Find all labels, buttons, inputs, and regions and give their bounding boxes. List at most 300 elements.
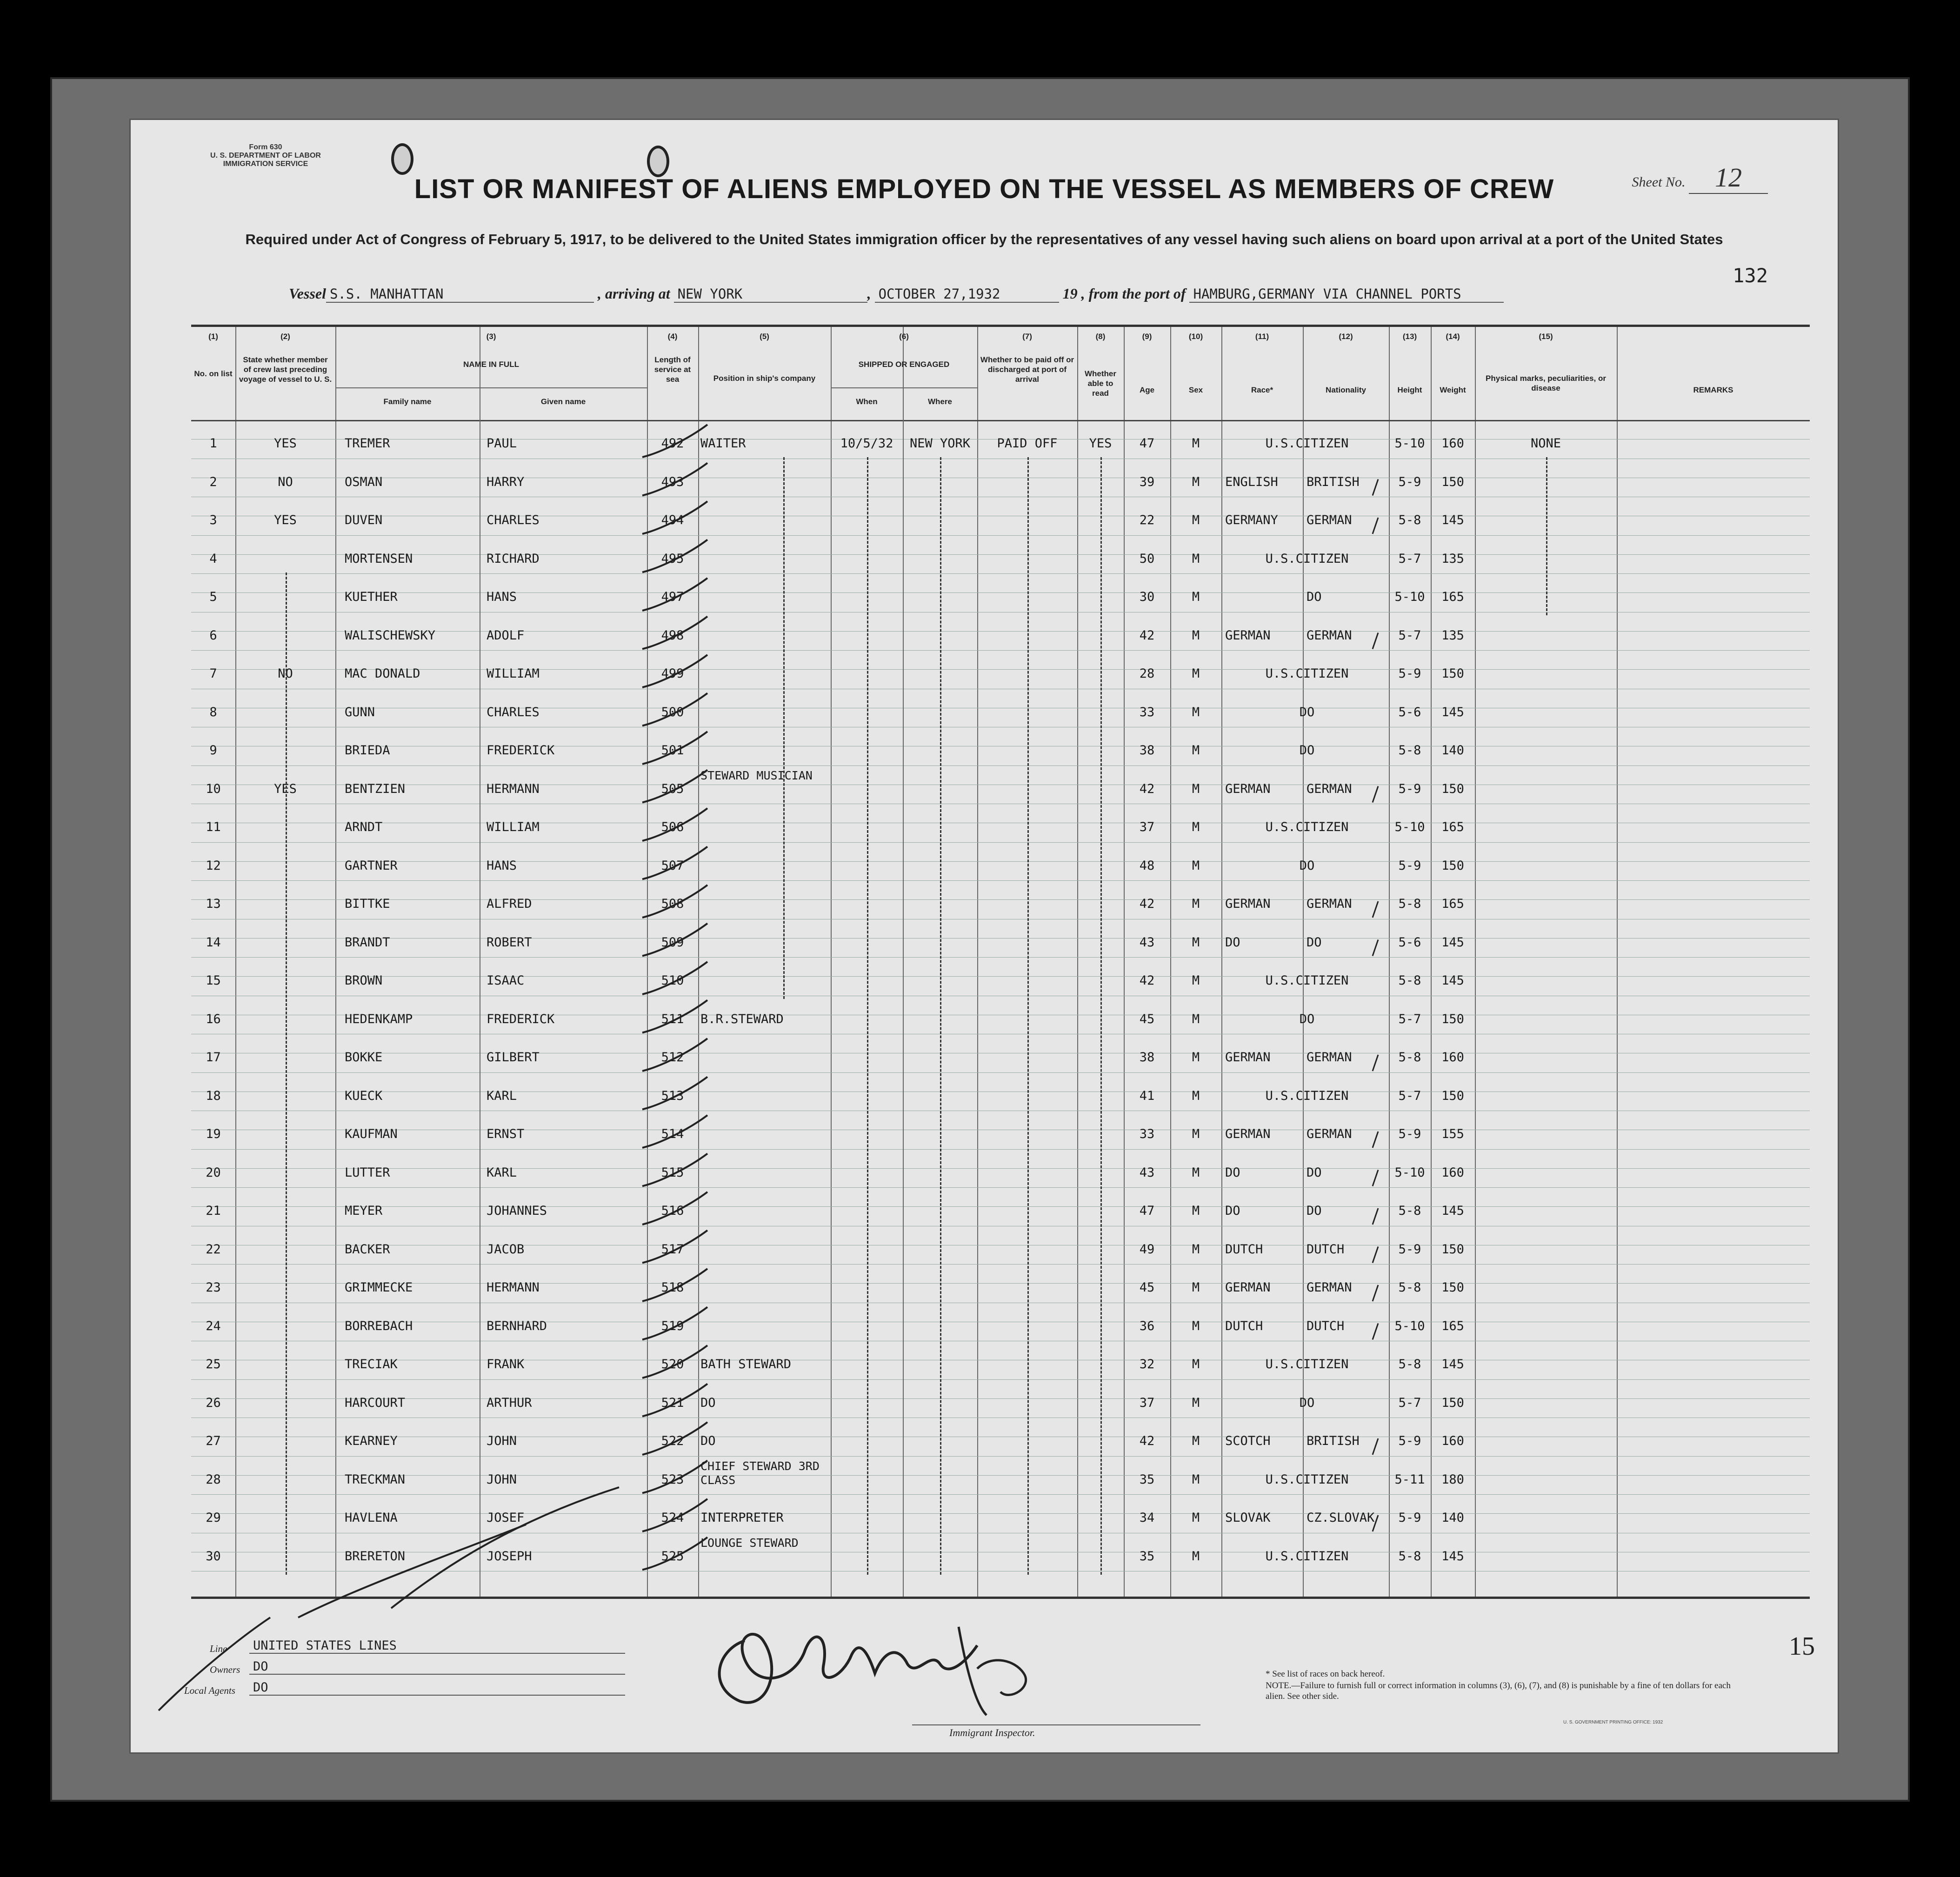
cell-length: 501 (661, 743, 684, 758)
cell-weight: 150 (1441, 666, 1464, 681)
cell-race: DO (1299, 743, 1315, 758)
cell-length: 523 (661, 1472, 684, 1487)
column-header: REMARKS (1693, 386, 1733, 394)
agents-label: Local Agents (184, 1685, 235, 1696)
check-mark (642, 1384, 707, 1417)
cell-position: CHIEF STEWARD 3RD CLASS (700, 1459, 820, 1487)
cell-given: GILBERT (487, 1050, 540, 1065)
cell-race: GERMANY (1225, 513, 1278, 527)
arrival-date: OCTOBER 27,1932 (875, 286, 1059, 303)
cell-member: YES (274, 513, 297, 527)
sheet-number-value: 12 (1689, 162, 1768, 194)
column-number: (2) (280, 332, 290, 341)
cell-no: 4 (209, 551, 217, 566)
cell-given: HANS (487, 590, 517, 604)
cell-height: 5-8 (1398, 1357, 1421, 1371)
check-mark (642, 1538, 707, 1570)
column-number: (4) (667, 332, 678, 341)
cell-given: JACOB (487, 1242, 525, 1257)
cell-height: 5-9 (1398, 781, 1421, 796)
cell-height: 5-8 (1398, 1204, 1421, 1218)
cell-age: 42 (1139, 781, 1155, 796)
owners-value: DO (249, 1659, 625, 1675)
cell-weight: 145 (1441, 935, 1464, 950)
check-mark (642, 1077, 707, 1110)
nationality-check (1373, 1132, 1378, 1148)
column-header: Whether to be paid off or discharged at port of arrival (980, 355, 1074, 384)
column-number: (13) (1402, 332, 1417, 341)
check-mark (642, 501, 707, 534)
cell-read: YES (1089, 436, 1112, 451)
cell-family: DUVEN (345, 513, 383, 527)
cell-age: 49 (1139, 1242, 1155, 1257)
cell-given: FRANK (487, 1357, 525, 1371)
check-mark (642, 693, 707, 726)
cell-family: KAUFMAN (345, 1127, 398, 1141)
cell-sex: M (1192, 1242, 1200, 1257)
cell-sex: M (1192, 1511, 1200, 1525)
check-mark (642, 1461, 707, 1493)
cell-family: OSMAN (345, 474, 383, 489)
cell-height: 5-11 (1394, 1472, 1425, 1487)
column-number: (10) (1188, 332, 1203, 341)
cell-length: 512 (661, 1050, 684, 1065)
cell-position: LOUNGE STEWARD (700, 1536, 799, 1550)
cell-no: 1 (209, 436, 217, 451)
punch-hole (391, 143, 413, 175)
department-name: U. S. DEPARTMENT OF LABOR (210, 152, 321, 160)
cell-length: 520 (661, 1357, 684, 1371)
cell-no: 23 (206, 1280, 221, 1295)
column-number: (7) (1022, 332, 1032, 341)
cell-weight: 165 (1441, 897, 1464, 911)
cell-no: 29 (206, 1511, 221, 1525)
cell-given: JOHANNES (487, 1204, 547, 1218)
cell-family: GUNN (345, 705, 375, 719)
cell-no: 9 (209, 743, 217, 758)
check-mark (642, 732, 707, 764)
column-number: (12) (1339, 332, 1353, 341)
cell-nationality: DUTCH (1307, 1242, 1345, 1257)
cell-sex: M (1192, 666, 1200, 681)
cell-age: 42 (1139, 897, 1155, 911)
cell-race: GERMAN (1225, 781, 1271, 796)
nationality-check (1373, 1208, 1378, 1225)
cell-member: YES (274, 781, 297, 796)
inspector-label: Immigrant Inspector. (949, 1727, 1035, 1738)
cell-weight: 150 (1441, 1088, 1464, 1103)
cell-age: 35 (1139, 1549, 1155, 1564)
nationality-check (1373, 1515, 1378, 1531)
check-mark (642, 885, 707, 918)
cell-given: ALFRED (487, 897, 532, 911)
cell-sex: M (1192, 474, 1200, 489)
cell-sex: M (1192, 897, 1200, 911)
cell-weight: 155 (1441, 1127, 1464, 1141)
nationality-check (1373, 940, 1378, 956)
cell-height: 5-9 (1398, 1511, 1421, 1525)
cell-no: 26 (206, 1395, 221, 1410)
cell-length: 508 (661, 897, 684, 911)
cell-family: BACKER (345, 1242, 390, 1257)
cell-height: 5-8 (1398, 973, 1421, 988)
cell-age: 47 (1139, 1204, 1155, 1218)
cell-race: ENGLISH (1225, 474, 1278, 489)
cell-position: INTERPRETER (700, 1511, 784, 1525)
cell-height: 5-8 (1398, 513, 1421, 527)
service-name: IMMIGRATION SERVICE (223, 160, 308, 168)
cell-family: HAVLENA (345, 1511, 398, 1525)
cell-nationality: GERMAN (1307, 513, 1352, 527)
cell-age: 41 (1139, 1088, 1155, 1103)
check-mark (642, 655, 707, 687)
check-mark (642, 617, 707, 649)
cell-family: BITTKE (345, 897, 390, 911)
cell-height: 5-10 (1394, 820, 1425, 834)
cell-position: STEWARD MUSICIAN (700, 768, 813, 782)
cell-length: 515 (661, 1165, 684, 1180)
cell-given: KARL (487, 1165, 517, 1180)
column-number: (9) (1142, 332, 1152, 341)
cell-family: MORTENSEN (345, 551, 413, 566)
cell-height: 5-9 (1398, 1242, 1421, 1257)
cell-sex: M (1192, 1204, 1200, 1218)
cell-race: GERMAN (1225, 628, 1271, 643)
cell-age: 33 (1139, 705, 1155, 719)
nationality-check (1373, 1247, 1378, 1263)
cell-no: 27 (206, 1434, 221, 1448)
cell-age: 35 (1139, 1472, 1155, 1487)
cell-age: 42 (1139, 1434, 1155, 1448)
cell-sex: M (1192, 1165, 1200, 1180)
from-label: , from the port of (1081, 285, 1186, 302)
cell-family: BENTZIEN (345, 781, 406, 796)
margin-number: 15 (1789, 1632, 1815, 1661)
cell-weight: 145 (1441, 705, 1464, 719)
shipping-line: UNITED STATES LINES (249, 1638, 625, 1654)
printer-imprint: U. S. GOVERNMENT PRINTING OFFICE: 1932 (1563, 1720, 1663, 1725)
cell-height: 5-9 (1398, 666, 1421, 681)
cell-no: 11 (206, 820, 221, 834)
cell-height: 5-10 (1394, 436, 1425, 451)
cell-given: WILLIAM (487, 820, 540, 834)
cell-member: NO (278, 474, 293, 489)
cell-family: HEDENKAMP (345, 1012, 413, 1026)
cell-given: HARRY (487, 474, 525, 489)
cell-age: 43 (1139, 1165, 1155, 1180)
cell-sex: M (1192, 1012, 1200, 1026)
cell-height: 5-8 (1398, 897, 1421, 911)
cell-age: 22 (1139, 513, 1155, 527)
cell-family: HARCOURT (345, 1395, 406, 1410)
sheet-number-label: Sheet No. (1632, 174, 1686, 190)
cell-race: DO (1225, 1165, 1240, 1180)
nationality-check (1373, 786, 1378, 803)
check-mark (642, 1269, 707, 1301)
line-label: Line (210, 1643, 227, 1654)
cell-length: 498 (661, 628, 684, 643)
cell-length: 511 (661, 1012, 684, 1026)
column-header: Race* (1251, 386, 1273, 394)
cell-given: HERMANN (487, 781, 540, 796)
cell-sex: M (1192, 1127, 1200, 1141)
cell-weight: 160 (1441, 1050, 1464, 1065)
cell-race: DO (1299, 705, 1315, 719)
nationality-check (1373, 1324, 1378, 1340)
cell-length: 493 (661, 474, 684, 489)
cell-race: GERMAN (1225, 1127, 1271, 1141)
cell-no: 24 (206, 1318, 221, 1333)
row-check-marks (191, 327, 1810, 1597)
column-number: (5) (760, 332, 769, 341)
cell-race: U.S.CITIZEN (1265, 666, 1349, 681)
cell-weight: 145 (1441, 1549, 1464, 1564)
manifest-subtitle: Required under Act of Congress of February 5, 1917, to be delivered to the United States immigration officer by the representatives of any vessel having such aliens on board upon arrival at a port of the United States (245, 231, 1723, 247)
cell-sex: M (1192, 1050, 1200, 1065)
cell-age: 48 (1139, 858, 1155, 873)
column-number: (14) (1446, 332, 1460, 341)
check-mark (642, 1231, 707, 1263)
cell-no: 20 (206, 1165, 221, 1180)
check-mark (642, 808, 707, 841)
column-header: Age (1139, 386, 1155, 394)
cell-where: NEW YORK (909, 436, 971, 451)
check-mark (642, 1345, 707, 1378)
cell-age: 37 (1139, 820, 1155, 834)
cell-given: JOHN (487, 1434, 517, 1448)
cell-age: 45 (1139, 1280, 1155, 1295)
cell-marks: NONE (1530, 436, 1561, 451)
check-mark (642, 1154, 707, 1186)
column-number: (3) (486, 332, 496, 341)
cell-weight: 150 (1441, 1242, 1464, 1257)
cell-nationality: DUTCH (1307, 1318, 1345, 1333)
cell-position: B.R.STEWARD (700, 1012, 784, 1026)
cell-age: 45 (1139, 1012, 1155, 1026)
cell-race: U.S.CITIZEN (1265, 1472, 1349, 1487)
nationality-check (1373, 1055, 1378, 1071)
cell-race: U.S.CITIZEN (1265, 1088, 1349, 1103)
cell-age: 33 (1139, 1127, 1155, 1141)
column-number: (11) (1255, 332, 1269, 341)
cell-no: 17 (206, 1050, 221, 1065)
cell-sex: M (1192, 820, 1200, 834)
cell-family: BRERETON (345, 1549, 406, 1564)
cell-weight: 180 (1441, 1472, 1464, 1487)
cell-given: BERNHARD (487, 1318, 547, 1333)
cell-age: 50 (1139, 551, 1155, 566)
cell-race: DO (1299, 858, 1315, 873)
voyage-line: Vessel S.S. MANHATTAN , arriving at NEW YORK , OCTOBER 27,1932 19 , from the port of HAMBURG,GERMANY VIA CHANNEL PORTS (289, 285, 1504, 303)
cell-sex: M (1192, 935, 1200, 950)
cell-no: 28 (206, 1472, 221, 1487)
cell-height: 5-8 (1398, 1280, 1421, 1295)
cell-given: CHARLES (487, 513, 540, 527)
cell-race: DO (1225, 1204, 1240, 1218)
cell-height: 5-8 (1398, 1549, 1421, 1564)
cell-nationality: CZ.SLOVAK (1307, 1511, 1375, 1525)
inspector-signature (689, 1585, 1107, 1734)
cell-position: DO (700, 1395, 716, 1410)
cell-length: 495 (661, 551, 684, 566)
cell-nationality: GERMAN (1307, 1050, 1352, 1065)
cell-nationality: DO (1307, 935, 1322, 950)
cell-weight: 150 (1441, 1280, 1464, 1295)
cell-weight: 150 (1441, 1012, 1464, 1026)
cell-paid: PAID OFF (997, 436, 1058, 451)
cell-race: DUTCH (1225, 1242, 1263, 1257)
check-mark (642, 425, 707, 457)
form-identifier (196, 143, 335, 168)
punch-hole (647, 146, 669, 177)
cell-member: NO (278, 666, 293, 681)
cell-age: 43 (1139, 935, 1155, 950)
cell-height: 5-7 (1398, 551, 1421, 566)
cell-no: 7 (209, 666, 217, 681)
column-header: Weight (1440, 386, 1466, 394)
cell-sex: M (1192, 743, 1200, 758)
cell-given: ADOLF (487, 628, 525, 643)
cell-no: 5 (209, 590, 217, 604)
cell-sex: M (1192, 1434, 1200, 1448)
nationality-check (1373, 1438, 1378, 1455)
cell-weight: 150 (1441, 1395, 1464, 1410)
column-header: Whether able to read (1085, 369, 1116, 398)
cell-family: GRIMMECKE (345, 1280, 413, 1295)
cell-no: 25 (206, 1357, 221, 1371)
cell-given: JOSEPH (487, 1549, 532, 1564)
cell-family: BRIEDA (345, 743, 390, 758)
crew-table (191, 325, 1810, 1599)
nationality-check (1373, 518, 1378, 534)
form-number: Form 630 (249, 143, 282, 151)
cell-length: 513 (661, 1088, 684, 1103)
cell-length: 499 (661, 666, 684, 681)
cell-sex: M (1192, 1395, 1200, 1410)
cell-sex: M (1192, 551, 1200, 566)
column-header: Length of service at sea (654, 355, 691, 384)
cell-sex: M (1192, 781, 1200, 796)
manifest-title: LIST OR MANIFEST OF ALIENS EMPLOYED ON THE VESSEL AS MEMBERS OF CREW (414, 174, 1554, 204)
cell-race: U.S.CITIZEN (1265, 436, 1349, 451)
cell-sex: M (1192, 628, 1200, 643)
cell-height: 5-9 (1398, 1434, 1421, 1448)
cell-length: 506 (661, 820, 684, 834)
check-mark (642, 1115, 707, 1148)
departure-port: HAMBURG,GERMANY VIA CHANNEL PORTS (1189, 286, 1504, 303)
cell-no: 14 (206, 935, 221, 950)
column-header: Sex (1188, 386, 1203, 394)
cell-age: 36 (1139, 1318, 1155, 1333)
cell-race: GERMAN (1225, 1050, 1271, 1065)
cell-nationality: GERMAN (1307, 1280, 1352, 1295)
cell-nationality: DO (1307, 590, 1322, 604)
cell-no: 15 (206, 973, 221, 988)
vessel-label: Vessel (289, 285, 326, 302)
cell-no: 10 (206, 781, 221, 796)
cell-length: 510 (661, 973, 684, 988)
check-mark (642, 1499, 707, 1531)
cell-given: JOHN (487, 1472, 517, 1487)
column-number: (1) (208, 332, 218, 341)
cell-race: SLOVAK (1225, 1511, 1271, 1525)
cell-weight: 165 (1441, 820, 1464, 834)
cell-height: 5-7 (1398, 1012, 1421, 1026)
cell-race: U.S.CITIZEN (1265, 1549, 1349, 1564)
cell-nationality: DO (1307, 1165, 1322, 1180)
column-header: SHIPPED OR ENGAGED (858, 360, 950, 369)
cell-family: BOKKE (345, 1050, 383, 1065)
check-mark (642, 1422, 707, 1455)
cell-height: 5-10 (1394, 1318, 1425, 1333)
cell-length: 519 (661, 1318, 684, 1333)
cell-family: TRECKMAN (345, 1472, 406, 1487)
cell-no: 13 (206, 897, 221, 911)
cell-no: 19 (206, 1127, 221, 1141)
cell-nationality: GERMAN (1307, 628, 1352, 643)
cell-sex: M (1192, 436, 1200, 451)
cell-given: CHARLES (487, 705, 540, 719)
cell-family: BORREBACH (345, 1318, 413, 1333)
column-number: (6) (899, 332, 909, 341)
cell-given: RICHARD (487, 551, 540, 566)
column-number: (15) (1539, 332, 1553, 341)
cell-length: 518 (661, 1280, 684, 1295)
cell-race: U.S.CITIZEN (1265, 820, 1349, 834)
cell-length: 524 (661, 1511, 684, 1525)
cell-age: 30 (1139, 590, 1155, 604)
cell-length: 500 (661, 705, 684, 719)
cell-race: U.S.CITIZEN (1265, 551, 1349, 566)
cell-height: 5-8 (1398, 743, 1421, 758)
cell-position: DO (700, 1434, 716, 1448)
check-mark (642, 463, 707, 496)
cell-sex: M (1192, 513, 1200, 527)
column-subheader: Where (928, 397, 952, 406)
cell-family: KUECK (345, 1088, 383, 1103)
cell-race: U.S.CITIZEN (1265, 1357, 1349, 1371)
cell-position: BATH STEWARD (700, 1357, 792, 1371)
cell-weight: 145 (1441, 513, 1464, 527)
column-subheader: Family name (383, 397, 432, 406)
column-header: Height (1397, 386, 1422, 394)
cell-given: ARTHUR (487, 1395, 532, 1410)
cell-length: 522 (661, 1434, 684, 1448)
cell-race: DO (1299, 1395, 1315, 1410)
cell-no: 16 (206, 1012, 221, 1026)
cell-race: DUTCH (1225, 1318, 1263, 1333)
cell-length: 521 (661, 1395, 684, 1410)
cell-given: KARL (487, 1088, 517, 1103)
cell-weight: 135 (1441, 551, 1464, 566)
cell-sex: M (1192, 1318, 1200, 1333)
cell-nationality: BRITISH (1307, 1434, 1360, 1448)
agents-value: DO (249, 1680, 625, 1696)
cell-no: 12 (206, 858, 221, 873)
check-mark (642, 1192, 707, 1225)
cell-height: 5-10 (1394, 1165, 1425, 1180)
cell-race: U.S.CITIZEN (1265, 973, 1349, 988)
cell-race: DO (1299, 1012, 1315, 1026)
cell-length: 494 (661, 513, 684, 527)
column-header: Physical marks, peculiarities, or disease (1486, 374, 1606, 393)
cell-length: 505 (661, 781, 684, 796)
cell-length: 497 (661, 590, 684, 604)
cell-no: 3 (209, 513, 217, 527)
cell-age: 28 (1139, 666, 1155, 681)
check-mark (642, 770, 707, 803)
cell-age: 38 (1139, 743, 1155, 758)
